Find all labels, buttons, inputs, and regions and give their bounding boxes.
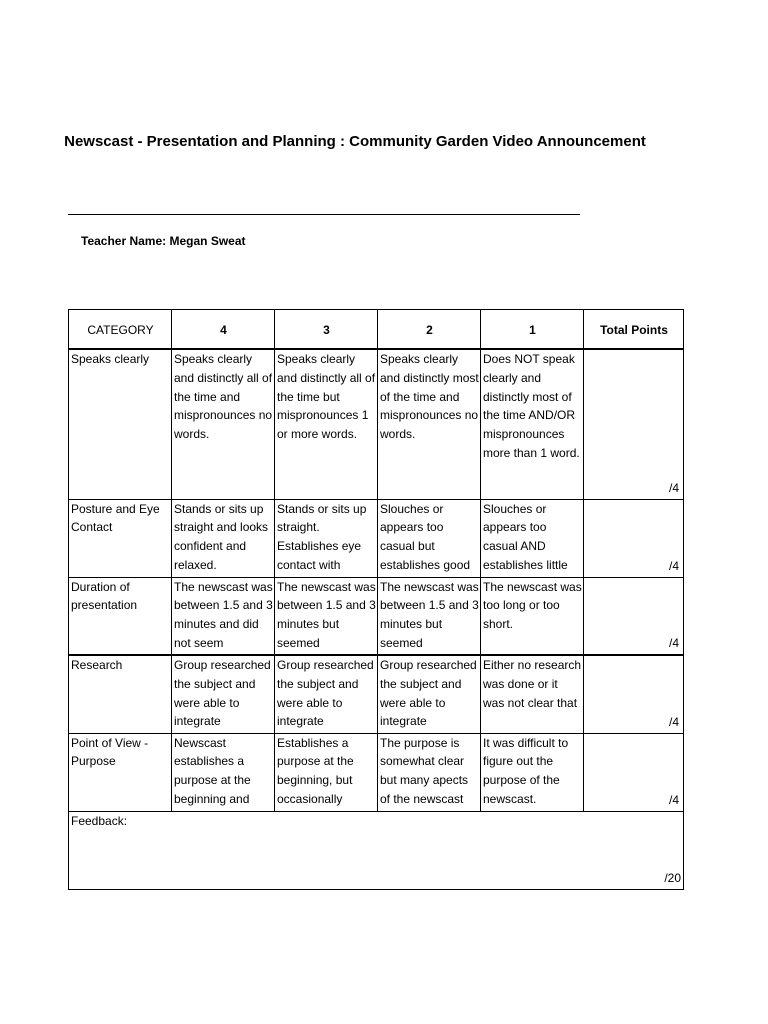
score-1-cell: Slouches or appears too casual AND establishes little	[481, 499, 584, 577]
score-2-cell: Slouches or appears too casual but establishes good	[378, 499, 481, 577]
score-2-cell: Speaks clearly and distinctly most of the time and mispronounces no words.	[378, 349, 481, 499]
category-cell: Posture and Eye Contact	[69, 499, 172, 577]
score-3-cell: Establishes a purpose at the beginning, but occasionally	[275, 733, 378, 811]
rubric-table	[68, 309, 684, 890]
score-2-cell: The newscast was between 1.5 and 3 minutes but seemed	[378, 577, 481, 655]
score-3-cell: The newscast was between 1.5 and 3 minutes but seemed	[275, 577, 378, 655]
teacher-name: Teacher Name: Megan Sweat	[81, 234, 246, 248]
header-score-3: 3	[275, 310, 378, 350]
header-total-points: Total Points	[584, 310, 684, 350]
total-points: /20	[664, 870, 681, 885]
feedback-cell	[69, 811, 684, 889]
points-cell: /4	[584, 655, 684, 733]
score-1-cell: Does NOT speak clearly and distinctly most of the time AND/OR mispronounces more than 1 word.	[481, 349, 584, 499]
header-category: CATEGORY	[69, 310, 172, 350]
header-row	[69, 310, 684, 350]
table-row	[69, 499, 684, 577]
score-4-cell: The newscast was between 1.5 and 3 minutes and did not seem	[172, 577, 275, 655]
feedback-label: Feedback:	[71, 813, 128, 828]
score-1-cell: It was difficult to figure out the purpose of the newscast.	[481, 733, 584, 811]
category-cell: Research	[69, 655, 172, 733]
score-4-cell: Speaks clearly and distinctly all of the time and mispronounces no words.	[172, 349, 275, 499]
points-cell: /4	[584, 733, 684, 811]
points-cell: /4	[584, 349, 684, 499]
feedback-row	[69, 811, 684, 889]
score-3-cell: Stands or sits up straight. Establishes eye contact with	[275, 499, 378, 577]
score-4-cell: Group researched the subject and were able to integrate	[172, 655, 275, 733]
table-row	[69, 349, 684, 499]
table-row	[69, 655, 684, 733]
score-4-cell: Stands or sits up straight and looks confident and relaxed.	[172, 499, 275, 577]
score-3-cell: Group researched the subject and were able to integrate	[275, 655, 378, 733]
title-underline	[68, 214, 580, 215]
score-4-cell: Newscast establishes a purpose at the beginning and	[172, 733, 275, 811]
table-row	[69, 577, 684, 655]
score-1-cell: Either no research was done or it was not clear that	[481, 655, 584, 733]
document-title: Newscast - Presentation and Planning : Community Garden Video Announcement	[64, 133, 646, 150]
category-cell: Duration of presentation	[69, 577, 172, 655]
header-score-2: 2	[378, 310, 481, 350]
category-cell: Point of View - Purpose	[69, 733, 172, 811]
category-cell: Speaks clearly	[69, 349, 172, 499]
header-score-1: 1	[481, 310, 584, 350]
points-cell: /4	[584, 499, 684, 577]
points-cell: /4	[584, 577, 684, 655]
header-score-4: 4	[172, 310, 275, 350]
table-row	[69, 733, 684, 811]
score-3-cell: Speaks clearly and distinctly all of the time but mispronounces 1 or more words.	[275, 349, 378, 499]
score-2-cell: Group researched the subject and were able to integrate	[378, 655, 481, 733]
score-1-cell: The newscast was too long or too short.	[481, 577, 584, 655]
score-2-cell: The purpose is somewhat clear but many apects of the newscast	[378, 733, 481, 811]
